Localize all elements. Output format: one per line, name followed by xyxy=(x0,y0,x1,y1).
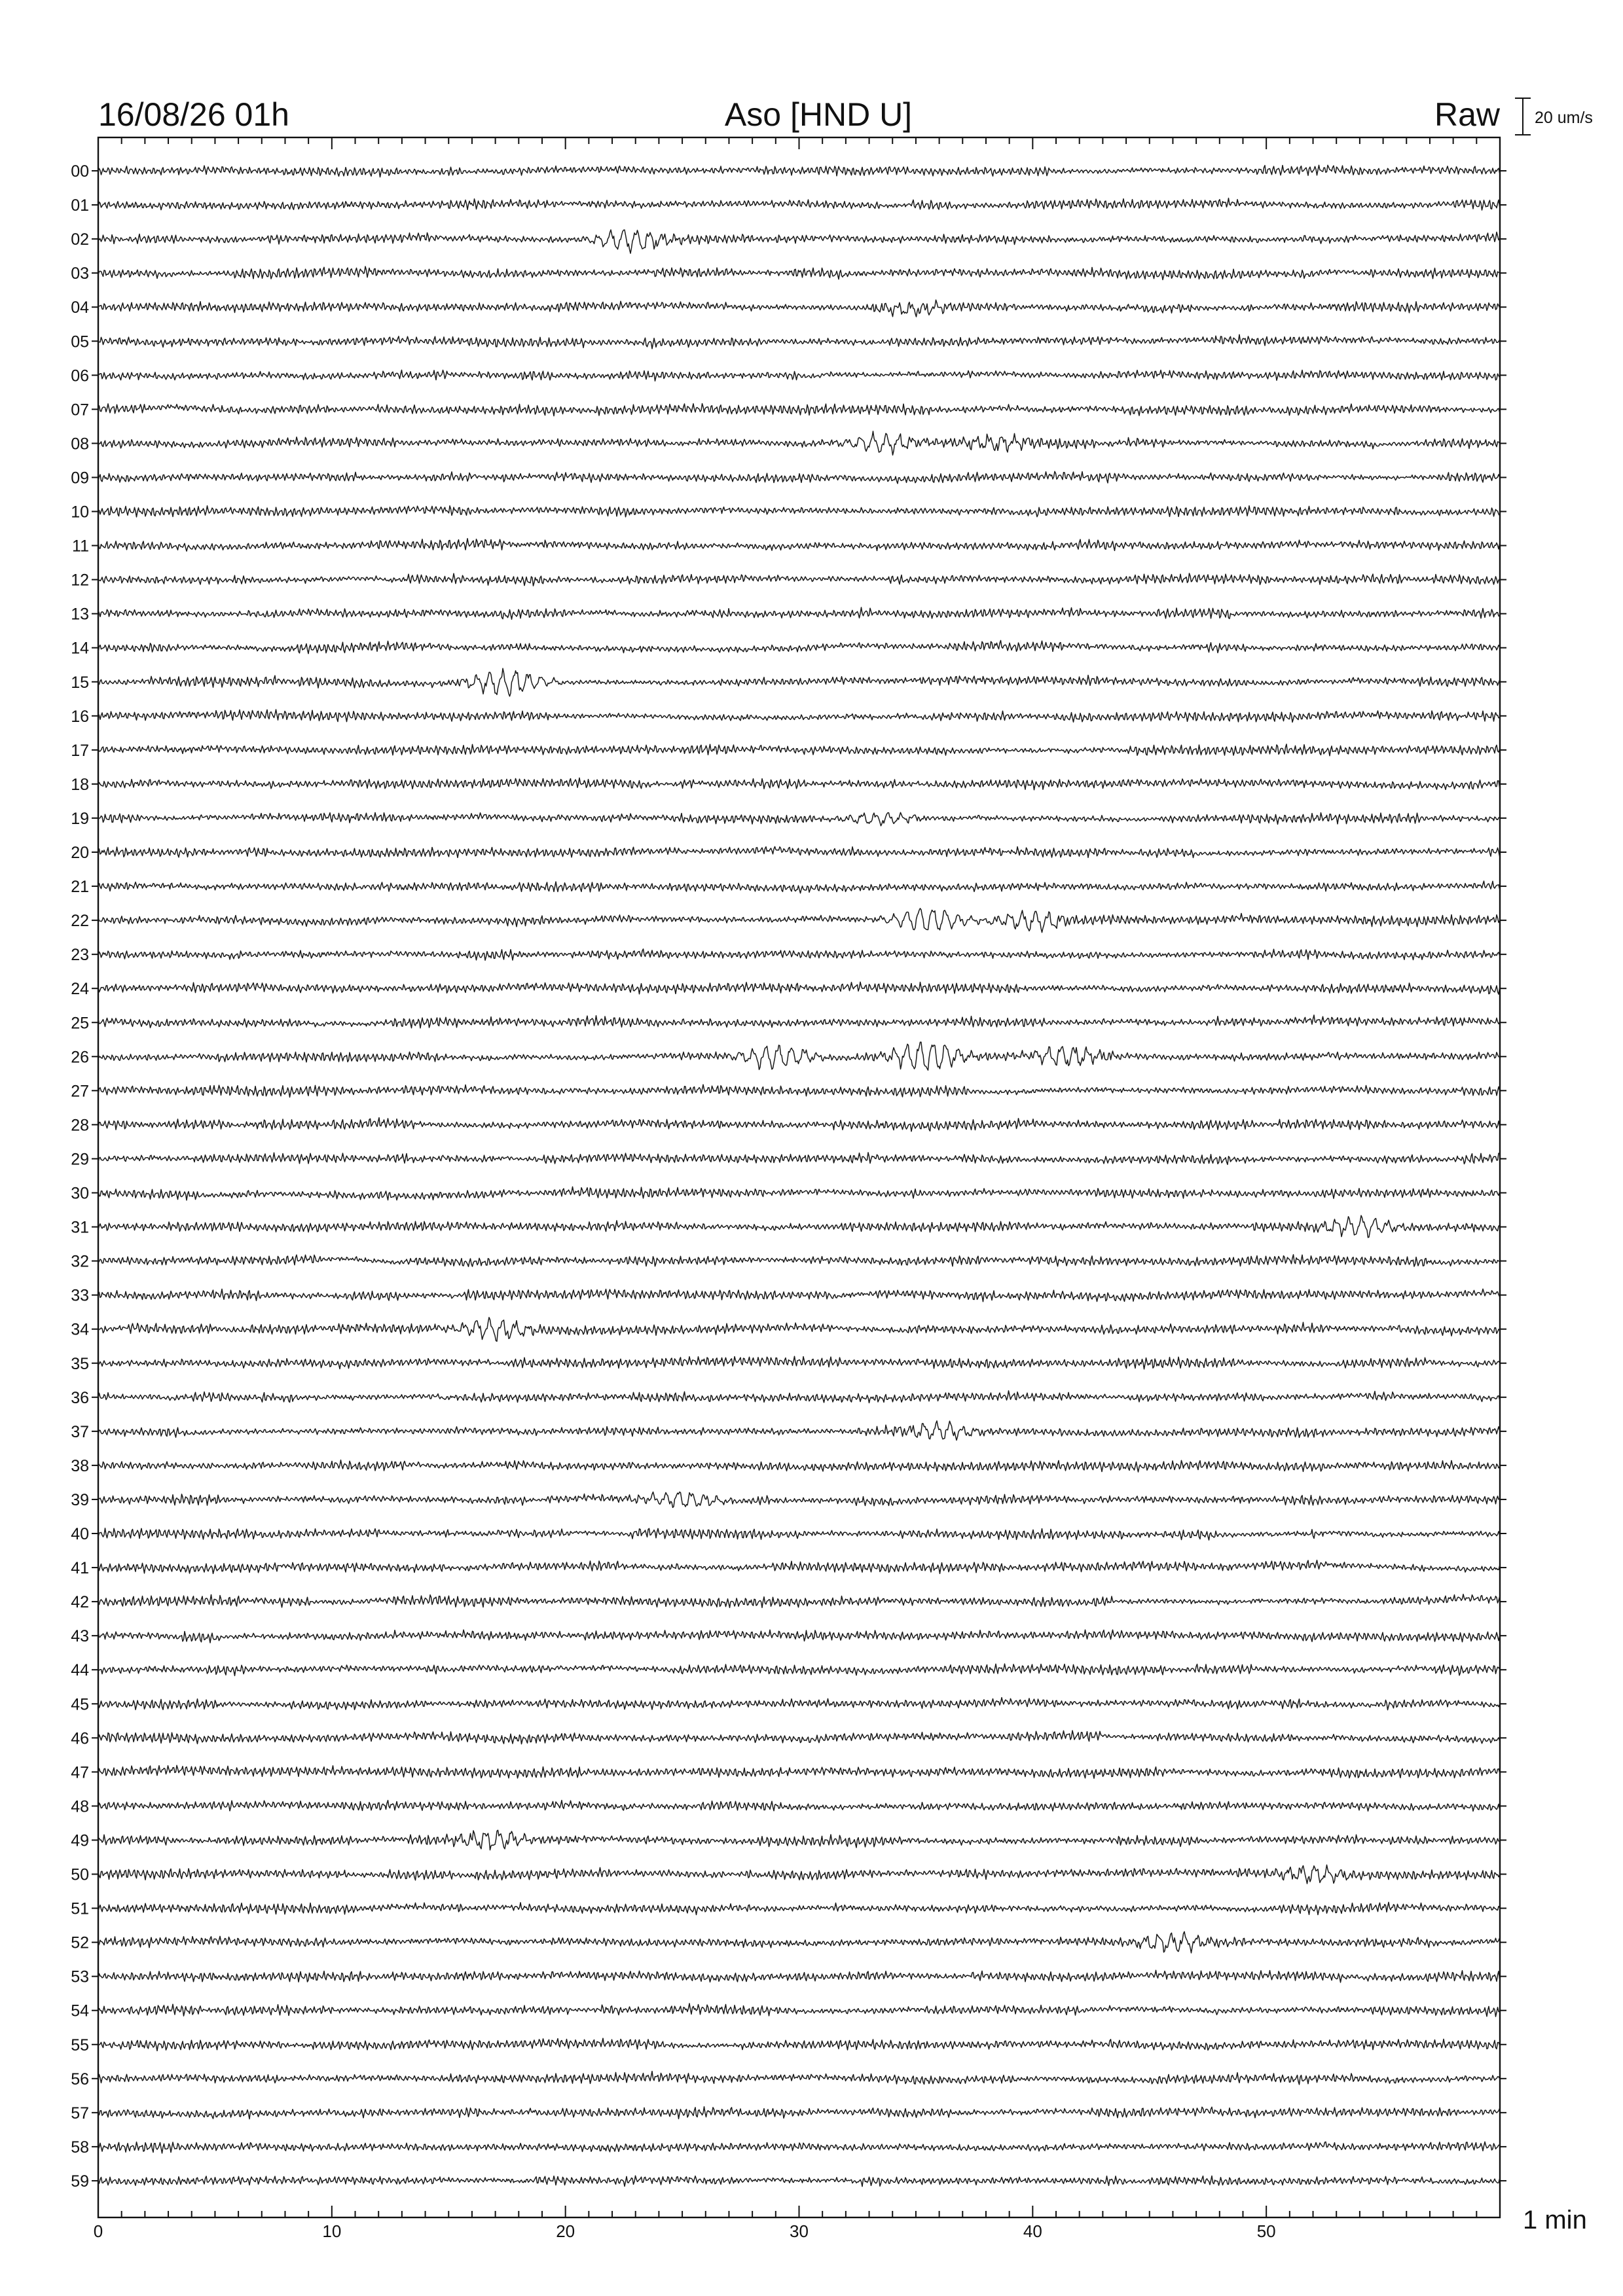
amplitude-scale-bar xyxy=(1515,98,1593,135)
x-tick-label: 10 xyxy=(322,2221,342,2241)
row-label: 32 xyxy=(71,1252,89,1271)
row-label: 30 xyxy=(71,1184,89,1203)
trace-row xyxy=(98,404,1500,416)
row-label: 18 xyxy=(71,775,89,794)
trace-row xyxy=(98,2176,1500,2186)
row-label: 19 xyxy=(71,809,89,828)
row-label: 41 xyxy=(71,1559,89,1578)
trace-row xyxy=(98,266,1500,279)
row-label: 37 xyxy=(71,1422,89,1441)
row-label: 01 xyxy=(71,196,89,215)
trace-row xyxy=(98,1015,1500,1028)
row-label: 33 xyxy=(71,1286,89,1305)
row-label: 02 xyxy=(71,230,89,249)
trace-row xyxy=(98,506,1500,517)
row-label: 25 xyxy=(71,1014,89,1033)
trace-row xyxy=(98,2003,1500,2017)
trace-row xyxy=(98,1391,1500,1403)
trace-row xyxy=(98,1421,1500,1441)
row-label: 53 xyxy=(71,1967,89,1986)
row-label: 27 xyxy=(71,1082,89,1101)
trace-row xyxy=(98,230,1500,253)
trace-row xyxy=(98,1153,1500,1164)
row-label: 48 xyxy=(71,1797,89,1816)
trace-row xyxy=(98,1289,1500,1301)
row-label: 05 xyxy=(71,332,89,351)
trace-row xyxy=(98,198,1500,210)
row-label: 28 xyxy=(71,1116,89,1135)
trace-row xyxy=(98,1187,1500,1200)
trace-row xyxy=(98,539,1500,551)
trace-row xyxy=(98,2038,1500,2051)
row-label: 20 xyxy=(71,844,89,862)
row-label: 06 xyxy=(71,367,89,386)
x-tick-label: 50 xyxy=(1256,2221,1276,2241)
title-mode: Raw xyxy=(1434,96,1500,133)
trace-row xyxy=(98,1902,1500,1914)
title-datetime: 16/08/26 01h xyxy=(98,96,289,133)
row-label: 13 xyxy=(71,605,89,624)
row-label: 11 xyxy=(72,537,89,556)
row-label: 03 xyxy=(71,264,89,283)
x-axis xyxy=(92,137,1506,2241)
trace-group xyxy=(98,165,1500,2186)
trace-row xyxy=(98,2072,1500,2085)
row-label-group xyxy=(71,162,89,2191)
trace-row xyxy=(98,949,1500,960)
trace-row xyxy=(98,1460,1500,1472)
trace-row xyxy=(98,573,1500,586)
row-label: 31 xyxy=(71,1218,89,1237)
trace-row xyxy=(98,1492,1500,1508)
row-label: 04 xyxy=(71,298,89,317)
trace-row xyxy=(98,982,1500,994)
row-label: 16 xyxy=(71,707,89,726)
row-label: 08 xyxy=(71,435,89,454)
trace-row xyxy=(98,1801,1500,1812)
row-label: 47 xyxy=(71,1763,89,1782)
trace-row xyxy=(98,1594,1500,1608)
trace-row xyxy=(98,334,1500,349)
trace-row xyxy=(98,2142,1500,2153)
row-label: 24 xyxy=(71,980,89,999)
row-label: 38 xyxy=(71,1456,89,1475)
row-label: 58 xyxy=(71,2138,89,2157)
trace-row xyxy=(98,778,1500,790)
trace-row xyxy=(98,668,1500,696)
x-tick-label: 40 xyxy=(1023,2221,1042,2241)
trace-row xyxy=(98,471,1500,484)
row-label: 17 xyxy=(71,741,89,760)
row-label: 10 xyxy=(71,503,89,522)
trace-row xyxy=(98,1356,1500,1369)
trace-row xyxy=(98,300,1500,317)
x-tick-label: 0 xyxy=(93,2221,103,2241)
row-label: 09 xyxy=(71,469,89,488)
trace-row xyxy=(98,1664,1500,1676)
row-label: 45 xyxy=(71,1695,89,1714)
trace-row xyxy=(98,1318,1500,1342)
trace-row xyxy=(98,881,1500,893)
row-label: 07 xyxy=(71,401,89,420)
row-label: 21 xyxy=(71,878,89,897)
row-label: 22 xyxy=(71,912,89,931)
trace-row xyxy=(98,847,1500,858)
row-label: 59 xyxy=(71,2172,89,2191)
trace-row xyxy=(98,1931,1500,1953)
row-label: 50 xyxy=(71,1865,89,1884)
trace-row xyxy=(98,607,1500,619)
trace-row xyxy=(98,1830,1500,1850)
trace-row xyxy=(98,641,1500,654)
row-label: 40 xyxy=(71,1525,89,1543)
x-tick-label: 30 xyxy=(790,2221,809,2241)
trace-row xyxy=(98,1042,1500,1070)
row-label: 42 xyxy=(71,1593,89,1612)
amplitude-scale-label: 20 um/s xyxy=(1535,109,1593,127)
trace-row xyxy=(98,1528,1500,1540)
row-label: 39 xyxy=(71,1490,89,1509)
row-label: 23 xyxy=(71,946,89,965)
row-label: 43 xyxy=(71,1627,89,1646)
row-label: 15 xyxy=(71,673,89,692)
trace-row xyxy=(98,1255,1500,1266)
row-label: 12 xyxy=(71,571,89,590)
title-station: Aso [HND U] xyxy=(724,96,913,133)
x-axis-unit-label: 1 min xyxy=(1523,2206,1587,2234)
row-label: 35 xyxy=(71,1354,89,1373)
trace-row xyxy=(98,1731,1500,1744)
row-label: 29 xyxy=(71,1150,89,1169)
row-label: 34 xyxy=(71,1320,89,1339)
trace-row xyxy=(98,812,1500,825)
trace-row xyxy=(98,2107,1500,2119)
row-label: 14 xyxy=(71,639,89,658)
row-label: 56 xyxy=(71,2070,89,2089)
trace-row xyxy=(98,744,1500,756)
trace-row xyxy=(98,1765,1500,1778)
row-label: 54 xyxy=(71,2001,89,2020)
trace-row xyxy=(98,165,1500,177)
trace-row xyxy=(98,1630,1500,1643)
row-label: 55 xyxy=(71,2036,89,2054)
trace-row xyxy=(98,1970,1500,1982)
trace-row xyxy=(98,431,1500,455)
row-label: 46 xyxy=(71,1729,89,1748)
trace-row xyxy=(98,1698,1500,1710)
row-label: 57 xyxy=(71,2104,89,2123)
row-label: 44 xyxy=(71,1661,89,1680)
x-tick-label: 20 xyxy=(556,2221,575,2241)
row-label: 00 xyxy=(71,162,89,181)
row-label: 52 xyxy=(71,1933,89,1952)
trace-row xyxy=(98,908,1500,933)
trace-row xyxy=(98,1865,1500,1884)
trace-row xyxy=(98,370,1500,381)
trace-row xyxy=(98,1085,1500,1097)
row-label: 36 xyxy=(71,1388,89,1407)
trace-row xyxy=(98,1560,1500,1574)
row-label: 26 xyxy=(71,1048,89,1067)
trace-row xyxy=(98,709,1500,722)
row-label: 51 xyxy=(71,1899,89,1918)
trace-row xyxy=(98,1215,1500,1238)
trace-row xyxy=(98,1118,1500,1132)
row-label: 49 xyxy=(71,1831,89,1850)
